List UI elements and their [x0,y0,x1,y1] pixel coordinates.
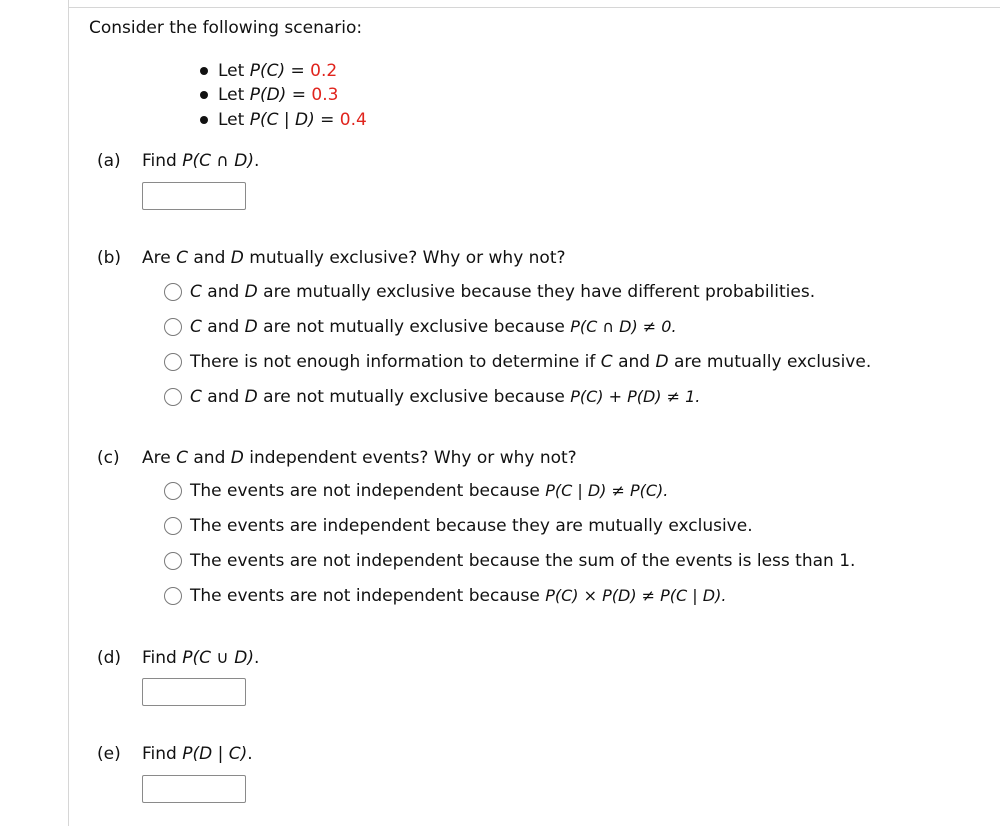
bullet-icon [200,91,208,99]
part-a-prompt: Find P(C ∩ D). [142,151,260,171]
part-b-option-1-label[interactable]: C and D are mutually exclusive because they have different probabilities. [190,282,816,302]
part-d-prompt: Find P(C ∪ D). [142,648,260,668]
part-c-option-4-label[interactable]: The events are not independent because P(C) × P(D) ≠ P(C | D). [190,586,727,606]
part-b-option-4-radio[interactable] [164,388,182,406]
given-item-pc: Let P(C) = 0.2 [218,61,338,81]
part-e-label: (e) [97,744,121,764]
part-b-option-3-label[interactable]: There is not enough information to determine if C and D are mutually exclusive. [190,352,872,372]
part-c-option-3-label[interactable]: The events are not independent because the sum of the events is less than 1. [190,551,856,571]
part-e-prompt: Find P(D | C). [142,744,253,764]
part-b-option-4-label[interactable]: C and D are not mutually exclusive because P(C) + P(D) ≠ 1. [190,387,701,407]
part-e-answer-input[interactable] [142,775,246,803]
part-b-question: Are C and D mutually exclusive? Why or why not? [142,248,566,268]
part-c-question: Are C and D independent events? Why or why not? [142,448,577,468]
part-c-option-2-radio[interactable] [164,517,182,535]
part-c-option-4-radio[interactable] [164,587,182,605]
bullet-icon [200,116,208,124]
part-c-option-1-label[interactable]: The events are not independent because P(C | D) ≠ P(C). [190,481,669,501]
part-b-option-2-radio[interactable] [164,318,182,336]
part-c-option-2-label[interactable]: The events are independent because they are mutually exclusive. [190,516,753,536]
part-a-answer-input[interactable] [142,182,246,210]
part-c-option-3-radio[interactable] [164,552,182,570]
part-d-label: (d) [97,648,122,668]
part-d-answer-input[interactable] [142,678,246,706]
given-item-pd: Let P(D) = 0.3 [218,85,339,105]
frame-left-border [68,0,69,826]
intro-text: Consider the following scenario: [89,18,363,38]
part-c-option-1-radio[interactable] [164,482,182,500]
part-c-label: (c) [97,448,120,468]
given-item-pcgd: Let P(C | D) = 0.4 [218,110,367,130]
bullet-icon [200,67,208,75]
part-a-label: (a) [97,151,121,171]
part-b-option-1-radio[interactable] [164,283,182,301]
part-b-label: (b) [97,248,122,268]
part-b-option-2-label[interactable]: C and D are not mutually exclusive because P(C ∩ D) ≠ 0. [190,317,677,337]
frame-top-border [68,0,1000,8]
part-b-option-3-radio[interactable] [164,353,182,371]
